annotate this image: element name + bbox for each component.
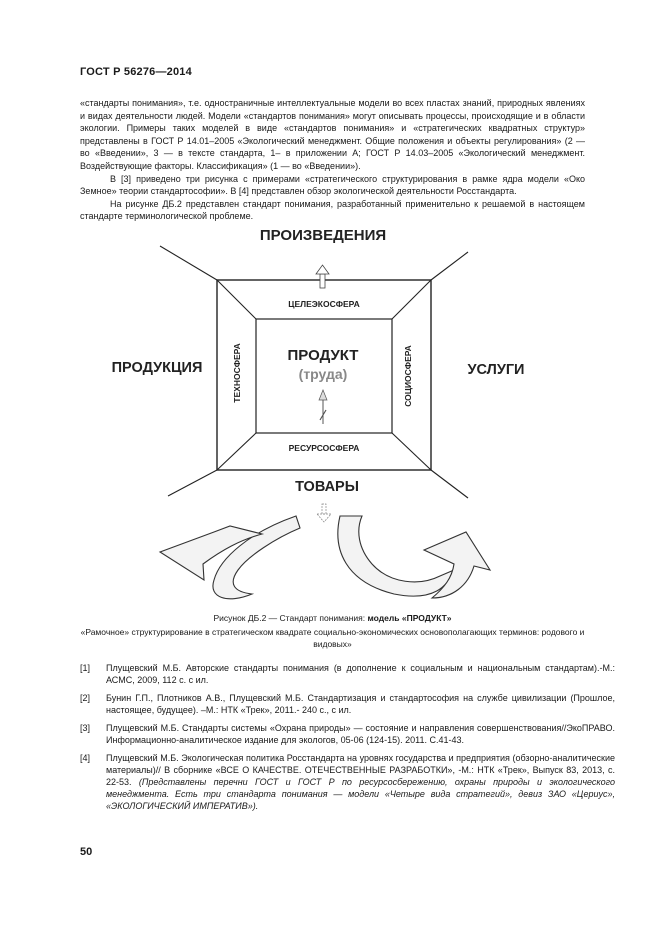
reference-text: Плущевский М.Б. Авторские стандарты понимания (в дополнение к социальным и национальным стандартам).-М.: АСМС, 2009, 112 с. с ил. <box>106 663 615 685</box>
reference-note: (Представлены перечни ГОСТ и ГОСТ Р по ресурсосбережению, охраны природы и экологического менеджмента. Есть три стандарта понимания — модели «Четыре вида стратегий», девиз ЗАО «Цериус», «ЭКОЛОГИЧЕСКИЙ ИМПЕРАТИВ»). <box>106 777 616 811</box>
center-title: ПРОДУКТ <box>287 347 359 364</box>
bottom-label: ТОВАРЫ <box>295 479 359 495</box>
body-text <box>80 97 585 223</box>
left-curved-arrow-icon <box>160 516 300 599</box>
reference-item <box>80 722 615 746</box>
page-header: ГОСТ Р 56276—2014 <box>80 66 192 78</box>
right-sphere-label: СОЦИОСФЕРА <box>403 345 413 407</box>
figure-caption <box>80 612 585 624</box>
reference-item <box>80 752 615 812</box>
down-arrow-icon <box>317 504 331 522</box>
reference-number: [3] <box>80 723 91 733</box>
reference-number: [2] <box>80 693 91 703</box>
reference-item <box>80 662 615 686</box>
top-label: ПРОИЗВЕДЕНИЯ <box>259 227 387 244</box>
reference-text: Плущевский М.Б. Стандарты системы «Охрана природы» — состояние и направления совершенствования//ЭкоПРАВО. Информационно-аналитическое издание для экологов, 05-06 (124-15). 2011. С.41-43. <box>106 723 615 745</box>
references-list <box>80 662 615 818</box>
reference-item <box>80 692 615 716</box>
reference-text: Бунин Г.П., Плотников А.В., Плущевский М.Б. Стандартизация и стандартософия на службе цивилизации (Прошлое, настоящее, будущее). –М.: НТК «Трек», 2011.- 240 с., с ил. <box>106 693 615 715</box>
up-arrow-icon <box>316 265 329 288</box>
paragraph: «стандарты понимания», т.е. одностраничные интеллектуальные модели во всех пластах знаний, природных явлениях и видах деятельности людей. Модели «стандартов понимания» могут описывать процессы, происходящие и в области экологии. Примеры таких моделей в виде «стандартов понимания» и «стратегических квадратных структур» представлены в ГОСТ Р 14.01–2005 «Экологический менеджмент. Общие положения и объекты регулирования» (2 — во «Введении», 3 — в тексте стандарта, 1– в приложении А; ГОСТ Р 14.03–2005 «Экологический менеджмент. Воздействующие факторы. Классификация» (1 — во «Введении»). <box>80 98 585 171</box>
left-sphere-label: ТЕХНОСФЕРА <box>232 343 242 403</box>
page-number: 50 <box>80 846 93 858</box>
center-arrow-icon <box>319 390 327 424</box>
top-sphere-label: ЦЕЛЕЭКОСФЕРА <box>288 299 360 309</box>
paragraph: На рисунке ДБ.2 представлен стандарт понимания, разработанный применительно к решаемой в настоящем стандарте терминологической проблеме. <box>80 198 585 222</box>
paragraph: В [3] приведено три рисунка с примерами «стратегического структурирования в рамке ядра модели «Око Земное» теории стандартософии». В [4] представлен обзор экологической деятельности Росстандарта. <box>80 173 585 197</box>
caption-prefix: Рисунок ДБ.2 — Стандарт понимания: <box>213 613 368 623</box>
figure-product-model <box>0 220 662 610</box>
bottom-sphere-label: РЕСУРСОСФЕРА <box>288 443 360 453</box>
center-subtitle: (труда) <box>298 366 348 382</box>
reference-number: [4] <box>80 753 91 763</box>
right-label: УСЛУГИ <box>467 362 525 378</box>
reference-text: Плущевский М.Б. Экологическая политика Росстандарта на уровнях государства и предприятия (обзорно-аналитические материалы)// В сборнике «ВСЕ О КАЧЕСТВЕ. ОТЕЧЕСТВЕННЫЕ РАЗРАБОТКИ», -М.: НТК «Трек», Выпуск 83, 2013, с. 22-53. <box>106 753 615 787</box>
right-curved-arrow-icon <box>338 516 490 598</box>
left-label: ПРОДУКЦИЯ <box>111 360 203 376</box>
caption-bold: модель «ПРОДУКТ» <box>367 613 452 623</box>
reference-number: [1] <box>80 663 91 673</box>
figure-caption-subtitle: «Рамочное» структурирование в стратегическом квадрате социально-экономических основополагающих терминов: родового и видовых» <box>80 627 585 649</box>
